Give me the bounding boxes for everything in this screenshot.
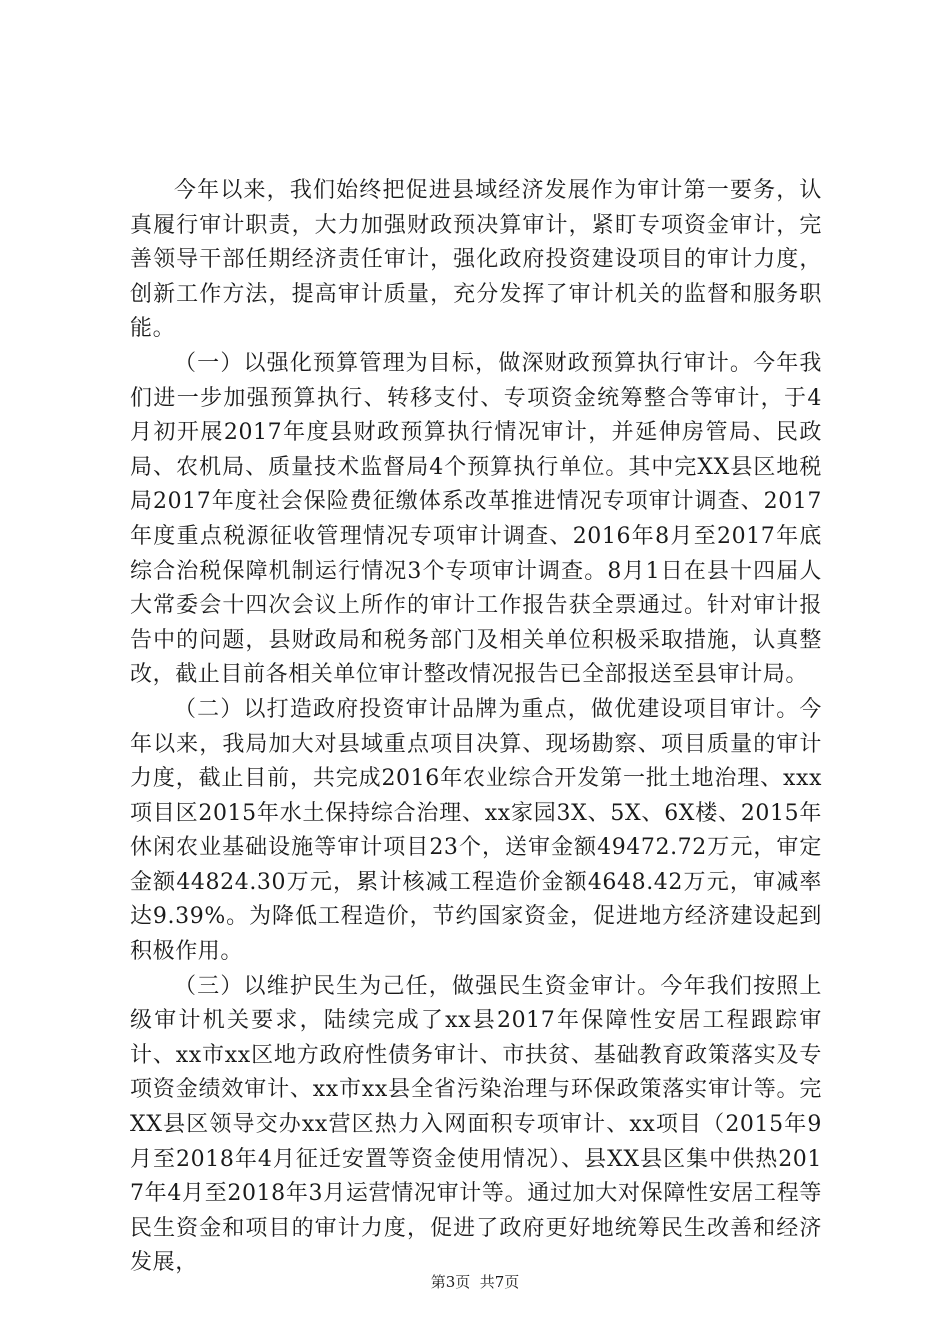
paragraph-section-2: （二）以打造政府投资审计品牌为重点，做优建设项目审计。今年以来，我局加大对县域重点项目决算、现场勘察、项目质量的审计力度，截止目前，共完成2016年农业综合开发第一批土地治理、xxx项目区2015年水土保持综合治理、xx家园3X、5X、6X楼、2015年休闲农业基础设施等审计项目23个，送审金额49472.72万元，审定金额44824.30万元，累计核减工程造价金额4648.42万元，审减率达9.39%。为降低工程造价，节约国家资金，促进地方经济建设起到积极作用。 bbox=[130, 696, 822, 965]
page-number-label: 第3页 共7页 bbox=[430, 1273, 520, 1291]
document-body bbox=[130, 174, 822, 1281]
page-footer bbox=[0, 1271, 950, 1292]
paragraph-section-1: （一）以强化预算管理为目标，做深财政预算执行审计。今年我们进一步加强预算执行、转移支付、专项资金统筹整合等审计，于4月初开展2017年度县财政预算执行情况审计，并延伸房管局、民政局、农机局、质量技术监督局4个预算执行单位。其中完XX县区地税局2017年度社会保险费征缴体系改革推进情况专项审计调查、2017年度重点税源征收管理情况专项审计调查、2016年8月至2017年底综合治税保障机制运行情况3个专项审计调查。8月1日在县十四届人大常委会十四次会议上所作的审计工作报告获全票通过。针对审计报告中的问题，县财政局和税务部门及相关单位积极采取措施，认真整改，截止目前各相关单位审计整改情况报告已全部报送至县审计局。 bbox=[130, 350, 822, 688]
paragraph-intro: 今年以来，我们始终把促进县域经济发展作为审计第一要务，认真履行审计职责，大力加强财政预决算审计，紧盯专项资金审计，完善领导干部任期经济责任审计，强化政府投资建设项目的审计力度，创新工作方法，提高审计质量，充分发挥了审计机关的监督和服务职能。 bbox=[130, 178, 822, 342]
paragraph-section-3: （三）以维护民生为己任，做强民生资金审计。今年我们按照上级审计机关要求，陆续完成了xx县2017年保障性安居工程跟踪审计、xx市xx区地方政府性债务审计、市扶贫、基础教育政策落实及专项资金绩效审计、xx市xx县全省污染治理与环保政策落实审计等。完XX县区领导交办xx营区热力入网面积专项审计、xx项目（2015年9月至2018年4月征迁安置等资金使用情况）、县XX县区集中供热2017年4月至2018年3月运营情况审计等。通过加大对保障性安居工程等民生资金和项目的审计力度，促进了政府更好地统筹民生改善和经济发展， bbox=[130, 973, 822, 1276]
